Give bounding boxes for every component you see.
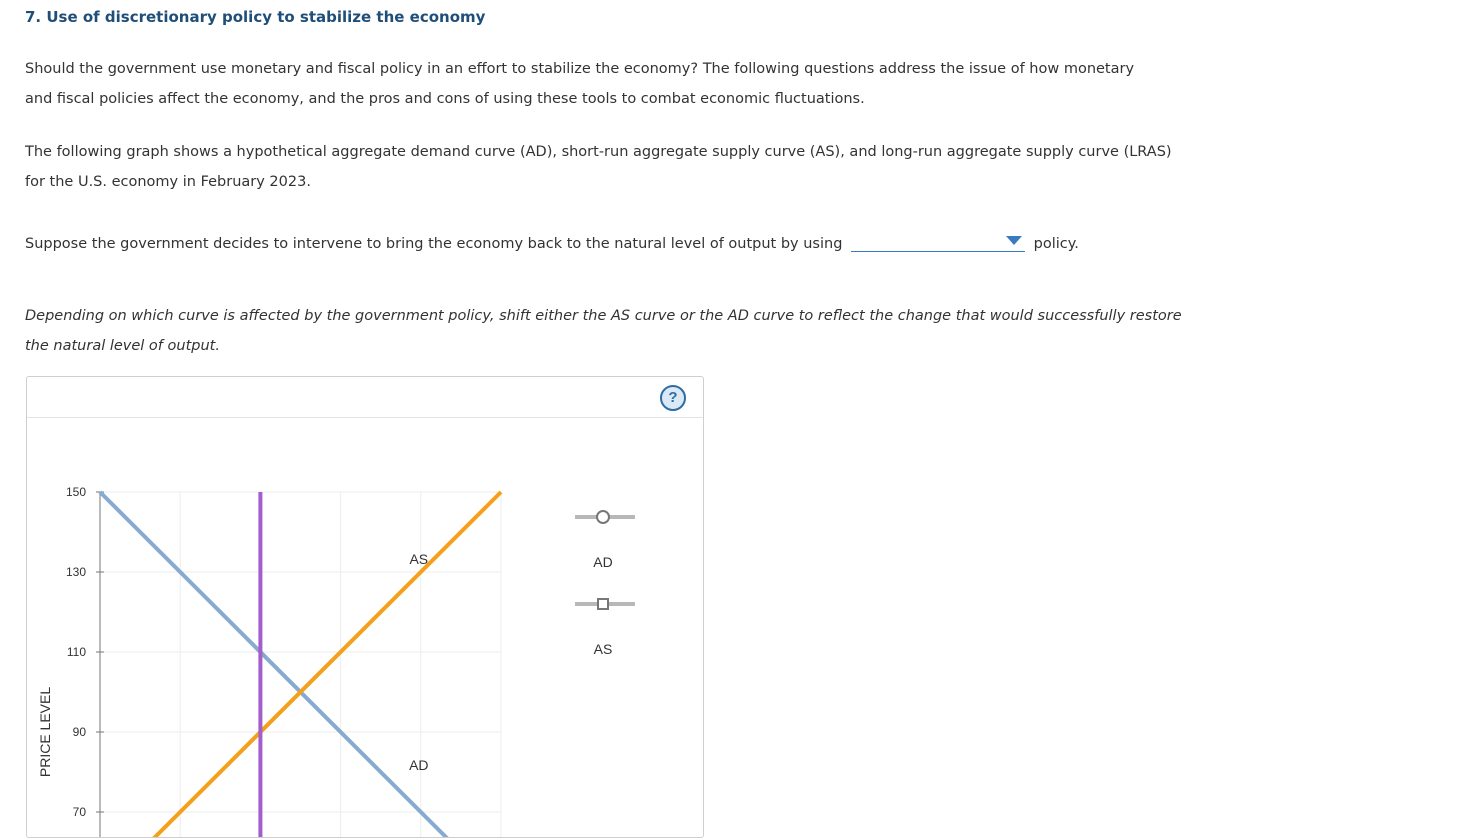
graph-description: The following graph shows a hypothetical aggregate demand curve (AD), short-run aggregate supply curve (AS), and long-run aggregate supply curve (LRAS) for the U.S. economy in February 2023.	[25, 144, 1172, 190]
intro-paragraph: Should the government use monetary and fiscal policy in an effort to stabilize the economy? The following questions address the issue of how monetary and fiscal policies affect the economy, and the pros and cons of using these tools to combat economic fluctuations.	[25, 61, 1135, 107]
y-tick-label: 130	[65, 565, 86, 579]
tool-label: AD	[593, 554, 613, 570]
help-icon[interactable]: ?	[660, 385, 686, 411]
y-tick-label: 110	[66, 645, 86, 659]
ad-curve	[100, 492, 501, 837]
policy-dropdown[interactable]	[851, 231, 1025, 252]
chevron-down-icon	[1006, 236, 1022, 245]
as-curve-label: AS	[409, 551, 429, 567]
circle-marker-icon	[597, 511, 609, 523]
tool-as[interactable]	[575, 599, 635, 657]
y-tick-label: 150	[65, 485, 86, 499]
prompt-text-after: policy.	[1033, 236, 1079, 252]
y-tick-label: 70	[72, 805, 86, 819]
instruction-text: Depending on which curve is affected by the government policy, shift either the AS curve or the AD curve to reflect the change that would successfully restore the natural level of output.	[25, 308, 1182, 354]
as-curve	[100, 492, 501, 837]
ad-curve-label: AD	[409, 757, 429, 773]
legend	[575, 511, 635, 657]
ad-as-chart	[27, 377, 703, 837]
graph-panel	[26, 376, 704, 838]
tool-ad[interactable]	[575, 511, 635, 570]
policy-prompt	[25, 227, 1079, 259]
tool-label: AS	[593, 641, 613, 657]
question-title: 7. Use of discretionary policy to stabilize the economy	[25, 8, 486, 26]
chart-axis	[66, 485, 104, 837]
prompt-text-before: Suppose the government decides to intervene to bring the economy back to the natural level of output by using	[25, 236, 843, 252]
square-marker-icon	[598, 599, 608, 609]
y-axis-label: PRICE LEVEL	[37, 686, 53, 778]
chart-grid	[100, 492, 501, 837]
chart-curves	[100, 492, 501, 837]
y-tick-label: 90	[72, 725, 86, 739]
